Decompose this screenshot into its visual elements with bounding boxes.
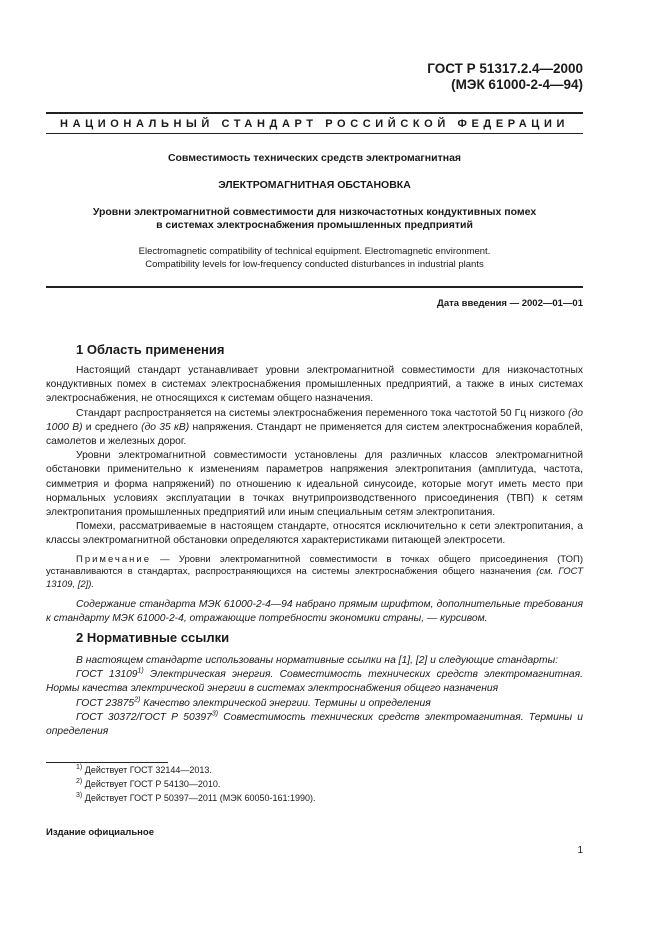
p2-text-c: и среднего (82, 421, 142, 433)
ref-gost-23875 (46, 697, 583, 711)
ref1-sup: 1) (137, 667, 144, 675)
ref1-text: Электрическая энергия. Совместимость технических средств электромагнитная. Нормы качества электрической энергии в системах электроснабжения общего назначения (46, 669, 583, 695)
ref1-code: ГОСТ 13109 (76, 669, 138, 681)
title-english-a: Electromagnetic compatibility of technical equipment. Electromagnetic environment. (138, 246, 491, 257)
title-line3b: в системах электроснабжения промышленных предприятий (156, 219, 473, 231)
ref3-sup: 3) (211, 710, 219, 718)
section1-italic-paragraph: Содержание стандарта МЭК 61000-2-4—94 набрано прямым шрифтом, дополнительные требования к стандарту МЭК 61000-2-4, отражающие потребности экономики страны, — курсивом. (46, 599, 583, 625)
ref-gost-30372 (46, 711, 583, 739)
standard-code-line2: (МЭК 61000-2-4—94) (451, 77, 583, 92)
section1-paragraph1: Настоящий стандарт устанавливает уровни электромагнитной совместимости для низкочастотных кондуктивных помех в системах электроснабжения промышленных предприятий, а также в иных системах электроснабжения, не относящихся к системам общего назначения. (46, 365, 583, 405)
title-line2: ЭЛЕКТРОМАГНИТНАЯ ОБСТАНОВКА (218, 179, 411, 191)
ref2-text: Качество электрической энергии. Термины и определения (140, 697, 431, 709)
standard-code (427, 61, 583, 93)
p2-text-a: Стандарт распространяется на системы электроснабжения переменного тока частотой 50 Гц низкого (76, 407, 569, 419)
footnote-3-text: Действует ГОСТ Р 50397—2011 (МЭК 60050-161:1990). (82, 793, 316, 803)
title-line3 (46, 206, 583, 232)
footnote-1-mark: 1) (76, 764, 83, 771)
p2-text-e: напряжения. Стандарт не применяется для систем электроснабжения кораблей, самолетов и железных дорог. (46, 421, 583, 448)
ref3-text: Совместимость технических средств электромагнитная. Термины и определения (46, 711, 583, 738)
footnote-3-mark: 3) (76, 792, 83, 799)
title-bottom-rule (46, 286, 583, 288)
ref2-code: ГОСТ 23875 (76, 697, 135, 709)
p2-voltage-low: (до 1000 В) (46, 407, 583, 433)
section1-heading: 1 Область применения (76, 342, 225, 357)
banner-rule (46, 133, 583, 134)
standard-code-line1: ГОСТ Р 51317.2.4—2000 (427, 61, 583, 76)
note-text: — Уровни электромагнитной совместимости в точках общего присоединения (ТОП) устанавливаются в стандартах, распространяющихся на системы электроснабжения общего назначения (46, 553, 583, 578)
footnote-1 (76, 765, 212, 775)
intro-date: Дата введения — 2002—01—01 (437, 298, 583, 309)
title-english-b: Compatibility levels for low-frequency conducted disturbances in industrial plants (145, 259, 484, 270)
footnote-3 (76, 793, 316, 803)
footnote-rule (46, 762, 168, 763)
section1-paragraph2 (46, 407, 583, 450)
footnote-1-text: Действует ГОСТ 32144—2013. (82, 765, 212, 775)
section1-paragraph3: Уровни электромагнитной совместимости установлены для различных классов электромагнитной обстановки применительно к изменениям параметров напряжения электропитания (амплитуда, частота, симметрия и форма напряжений) по отношению к идеальной синусоиде, которые могут иметь место при нормальных условиях эксплуатации в точках внутрипроизводственного присоединения (ТВП) к сетям электропитания промышленных предприятий или иным специальным сетям электропитания. (46, 450, 583, 519)
p2-voltage-mid: (до 35 кВ) (141, 421, 190, 433)
note-label: Примечание (76, 553, 151, 565)
section1-body (46, 364, 583, 626)
section1-note (46, 554, 583, 592)
ref-gost-13109 (46, 668, 583, 696)
national-standard-banner: НАЦИОНАЛЬНЫЙ СТАНДАРТ РОССИЙСКОЙ ФЕДЕРАЦИИ (60, 118, 569, 130)
top-rule (46, 112, 583, 114)
section2-intro: В настоящем стандарте использованы нормативные ссылки на [1], [2] и следующие стандарты: (76, 655, 559, 666)
ref3-code: ГОСТ 30372/ГОСТ Р 50397 (76, 711, 212, 723)
note-ref: (см. ГОСТ 13109, [2]). (46, 566, 583, 591)
section2-body (46, 654, 583, 739)
edition-label: Издание официальное (46, 827, 154, 838)
section2-heading: 2 Нормативные ссылки (76, 630, 230, 645)
footnote-2-text: Действует ГОСТ Р 54130—2010. (82, 779, 221, 789)
section1-paragraph4: Помехи, рассматриваемые в настоящем стандарте, относятся исключительно к сети электропитания, а классы электромагнитной обстановки определяются характеристиками питающей электросети. (46, 521, 583, 547)
footnote-2 (76, 779, 220, 789)
page-number: 1 (577, 845, 583, 856)
ref2-sup: 2) (134, 696, 141, 704)
footnote-2-mark: 2) (76, 778, 83, 785)
title-english (46, 245, 583, 271)
title-line3a: Уровни электромагнитной совместимости для низкочастотных кондуктивных помех (92, 206, 537, 218)
title-line1: Совместимость технических средств электромагнитная (167, 152, 462, 164)
